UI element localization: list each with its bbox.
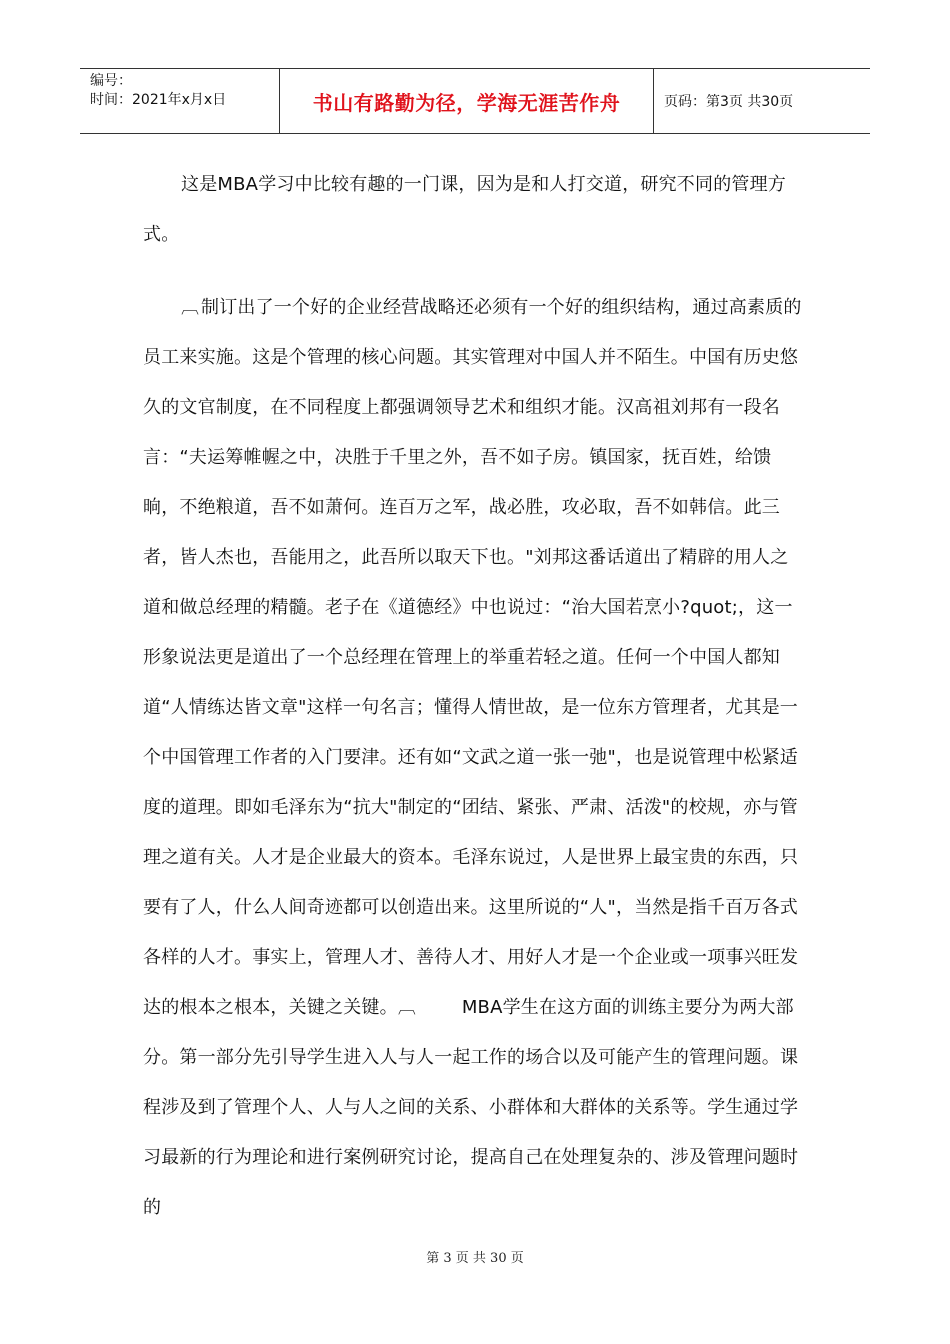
header-page-info: 页码：第3页 共30页: [664, 94, 794, 110]
paragraph-1: [143, 160, 803, 260]
paragraph-mark-2: ︹: [397, 997, 417, 1018]
document-date: 时间：2021年x月x日: [90, 92, 227, 108]
paragraph-1-text: 这是MBA学习中比较有趣的一门课，因为是和人打交道，研究不同的管理方式。: [143, 174, 786, 245]
page-footer: 第 3 页 共 30 页: [426, 1251, 524, 1266]
paragraph-2-text-a: 制订出了一个好的企业经营战略还必须有一个好的组织结构，通过高素质的员工来实施。这是个管理的核心问题。其实管理对中国人并不陌生。中国有历史悠久的文官制度，在不同程度上都强调领导艺术和组织才能。汉高祖刘邦有一段名言：“夫运筹帷幄之中，决胜于千里之外，吾不如子房。镇国家，抚百姓，给馈晌，不绝粮道，吾不如萧何。连百万之军，战必胜，攻必取，吾不如韩信。此三者，皆人杰也，吾能用之，此吾所以取天下也。"刘邦这番话道出了精辟的用人之道和做总经理的精髓。老子在《道德经》中也说过：“治大国若烹小?quot;，这一形象说法更是道出了一个总经理在管理上的举重若轻之道。任何一个中国人都知道“人情练达皆文章"这样一句名言；懂得人情世故，是一位东方管理者，尤其是一个中国管理工作者的入门要津。还有如“文武之道一张一弛"，也是说管理中松紧适度的道理。即如毛泽东为“抗大"制定的“团结、紧张、严肃、活泼"的校规，亦与管理之道有关。人才是企业最大的资本。毛泽东说过，人是世界上最宝贵的东西，只要有了人，什么人间奇迹都可以创造出来。这里所说的“人"，当然是指千百万各式各样的人才。事实上，管理人才、善待人才、用好人才是一个企业或一项事兴旺发达的根本之根本，关键之关键。: [143, 297, 802, 1018]
paragraph-2-text-b: MBA学生在这方面的训练主要分为两大部分。第一部分先引导学生进入人与人一起工作的场合以及可能产生的管理问题。课程涉及到了管理个人、人与人之间的关系、小群体和大群体的关系等。学生通过学习最新的行为理论和进行案例研究讨论，提高自己在处理复杂的、涉及管理问题时的: [143, 997, 799, 1218]
header-motto: 书山有路勤为径，学海无涯苦作舟: [280, 69, 654, 133]
header-meta: [80, 69, 280, 133]
document-header: [80, 68, 870, 134]
paragraph-2: [143, 283, 803, 1233]
paragraph-mark: ︹: [181, 297, 200, 318]
document-number-label: 编号：: [90, 73, 132, 89]
